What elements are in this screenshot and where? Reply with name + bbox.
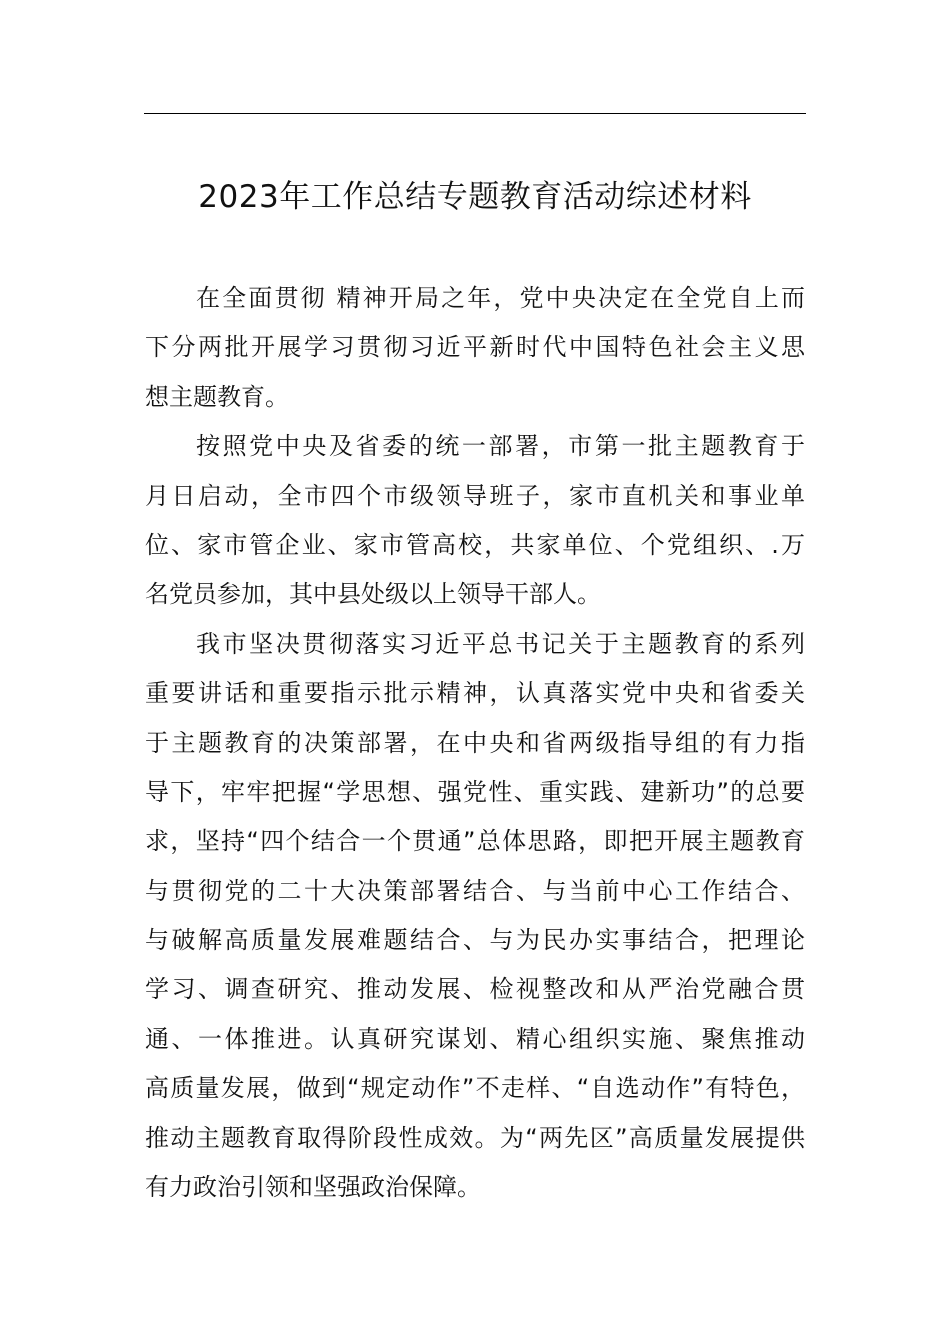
document-title: 2023年工作总结专题教育活动综述材料	[198, 179, 752, 215]
paragraph-line: 想主题教育。	[145, 382, 289, 411]
paragraph-line: 与破解高质量发展难题结合、与为民办实事结合，把理论	[145, 926, 805, 955]
paragraph-line: 有力政治引领和坚强政治保障。	[145, 1173, 481, 1202]
paragraph-line: 高质量发展，做到“规定动作”不走样、“自选动作”有特色，	[145, 1074, 805, 1103]
paragraph-line: 名党员参加，其中县处级以上领导干部人。	[145, 580, 601, 609]
paragraph-line: 于主题教育的决策部署，在中央和省两级指导组的有力指	[145, 728, 805, 757]
paragraph-line: 求，坚持“四个结合一个贯通”总体思路，即把开展主题教育	[145, 827, 805, 856]
paragraph-line: 推动主题教育取得阶段性成效。为“两先区”高质量发展提供	[145, 1123, 805, 1152]
document-body	[145, 274, 805, 1212]
paragraph-line: 位、家市管企业、家市管高校，共家单位、个党组织、.万	[145, 530, 805, 559]
paragraph-line: 通、一体推进。认真研究谋划、精心组织实施、聚焦推动	[145, 1024, 805, 1053]
paragraph-line: 下分两批开展学习贯彻习近平新时代中国特色社会主义思	[145, 333, 805, 362]
paragraph-line: 与贯彻党的二十大决策部署结合、与当前中心工作结合、	[145, 876, 805, 905]
paragraph-line: 学习、调查研究、推动发展、检视整改和从严治党融合贯	[145, 975, 805, 1004]
paragraph-2	[145, 422, 805, 620]
paragraph-line: 我市坚决贯彻落实习近平总书记关于主题教育的系列	[196, 629, 805, 658]
paragraph-line: 按照党中央及省委的统一部署，市第一批主题教育于	[196, 432, 805, 461]
header-rule	[144, 113, 806, 114]
paragraph-line: 导下，牢牢把握“学思想、强党性、重实践、建新功”的总要	[145, 777, 805, 806]
paragraph-1	[145, 274, 805, 422]
paragraph-line: 重要讲话和重要指示批示精神，认真落实党中央和省委关	[145, 679, 805, 708]
paragraph-line: 月日启动，全市四个市级领导班子，家市直机关和事业单	[145, 481, 805, 510]
paragraph-line: 在全面贯彻 精神开局之年，党中央决定在全党自上而	[196, 284, 805, 312]
paragraph-3	[145, 620, 805, 1213]
